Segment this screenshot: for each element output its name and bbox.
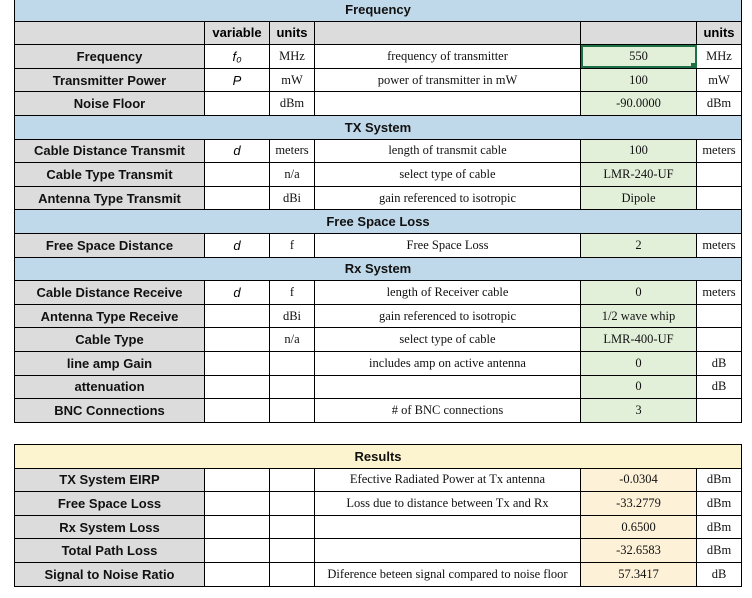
- description-cell[interactable]: [315, 92, 581, 116]
- section-header-row: [15, 210, 742, 234]
- description-cell[interactable]: power of transmitter in mW: [315, 68, 581, 92]
- value-input-cell[interactable]: 1/2 wave whip: [581, 304, 697, 328]
- description-cell[interactable]: length of transmit cable: [315, 139, 581, 163]
- table-row: [15, 304, 742, 328]
- value-input-cell[interactable]: 2: [581, 233, 697, 257]
- value-unit-cell[interactable]: dB: [697, 375, 742, 399]
- value-input-cell[interactable]: 100: [581, 139, 697, 163]
- row-label[interactable]: Cable Type Transmit: [15, 163, 205, 187]
- row-label[interactable]: attenuation: [15, 375, 205, 399]
- empty-cell[interactable]: [205, 515, 270, 539]
- table-row: [15, 399, 742, 423]
- section-title-tx-system[interactable]: TX System: [15, 115, 742, 139]
- value-unit-cell[interactable]: meters: [697, 233, 742, 257]
- unit-cell[interactable]: n/a: [270, 328, 315, 352]
- table-row: [15, 92, 742, 116]
- unit-cell[interactable]: dBm: [270, 92, 315, 116]
- header-variable[interactable]: variable: [205, 21, 270, 45]
- description-cell[interactable]: Free Space Loss: [315, 233, 581, 257]
- variable-cell[interactable]: d: [205, 139, 270, 163]
- description-cell[interactable]: gain referenced to isotropic: [315, 186, 581, 210]
- result-value[interactable]: 57.3417: [581, 562, 697, 586]
- table-row: [15, 45, 742, 69]
- result-value[interactable]: -33.2779: [581, 492, 697, 516]
- result-label[interactable]: Signal to Noise Ratio: [15, 562, 205, 586]
- value-input-cell[interactable]: 0: [581, 375, 697, 399]
- variable-cell[interactable]: [205, 163, 270, 187]
- row-label[interactable]: Antenna Type Transmit: [15, 186, 205, 210]
- fill-handle[interactable]: [691, 63, 697, 69]
- variable-cell[interactable]: [205, 375, 270, 399]
- section-header-row: [15, 257, 742, 281]
- value-unit-cell[interactable]: meters: [697, 281, 742, 305]
- section-header-row: [15, 115, 742, 139]
- empty-cell[interactable]: [270, 515, 315, 539]
- result-label[interactable]: TX System EIRP: [15, 468, 205, 492]
- table-row: [15, 163, 742, 187]
- empty-cell[interactable]: [205, 468, 270, 492]
- row-label[interactable]: Free Space Distance: [15, 233, 205, 257]
- variable-cell[interactable]: f₀: [205, 45, 270, 69]
- result-row: [15, 562, 742, 586]
- empty-cell[interactable]: [270, 562, 315, 586]
- unit-cell[interactable]: [270, 351, 315, 375]
- empty-cell[interactable]: [205, 492, 270, 516]
- description-cell[interactable]: includes amp on active antenna: [315, 351, 581, 375]
- description-cell[interactable]: length of Receiver cable: [315, 281, 581, 305]
- empty-cell[interactable]: [270, 492, 315, 516]
- value-input-cell[interactable]: LMR-240-UF: [581, 163, 697, 187]
- table-row: [15, 139, 742, 163]
- value-unit-cell[interactable]: [697, 304, 742, 328]
- row-label[interactable]: Cable Distance Transmit: [15, 139, 205, 163]
- result-description[interactable]: [315, 515, 581, 539]
- result-value[interactable]: -32.6583: [581, 539, 697, 563]
- result-row: [15, 539, 742, 563]
- result-description[interactable]: Loss due to distance between Tx and Rx: [315, 492, 581, 516]
- result-value[interactable]: 0.6500: [581, 515, 697, 539]
- result-description[interactable]: Diference beteen signal compared to noise floor: [315, 562, 581, 586]
- result-label[interactable]: Rx System Loss: [15, 515, 205, 539]
- section-header-row: [15, 0, 742, 21]
- variable-cell[interactable]: P: [205, 68, 270, 92]
- result-row: [15, 468, 742, 492]
- value-unit-cell[interactable]: [697, 163, 742, 187]
- result-label[interactable]: Free Space Loss: [15, 492, 205, 516]
- value-unit-cell[interactable]: [697, 399, 742, 423]
- empty-cell[interactable]: [270, 539, 315, 563]
- unit-cell[interactable]: n/a: [270, 163, 315, 187]
- value-input-cell[interactable]: Dipole: [581, 186, 697, 210]
- value-input-cell[interactable]: 0: [581, 351, 697, 375]
- table-row: [15, 68, 742, 92]
- value-unit-cell[interactable]: mW: [697, 68, 742, 92]
- section-title-rx-system[interactable]: Rx System: [15, 257, 742, 281]
- result-description[interactable]: Efective Radiated Power at Tx antenna: [315, 468, 581, 492]
- result-row: [15, 515, 742, 539]
- value-unit-cell[interactable]: [697, 328, 742, 352]
- section-title-results[interactable]: Results: [15, 445, 742, 469]
- unit-cell[interactable]: meters: [270, 139, 315, 163]
- row-label[interactable]: Frequency: [15, 45, 205, 69]
- unit-cell[interactable]: mW: [270, 68, 315, 92]
- unit-cell[interactable]: [270, 399, 315, 423]
- result-unit[interactable]: dBm: [697, 539, 742, 563]
- value-unit-cell[interactable]: dBm: [697, 92, 742, 116]
- variable-cell[interactable]: [205, 351, 270, 375]
- row-label[interactable]: Antenna Type Receive: [15, 304, 205, 328]
- description-cell[interactable]: select type of cable: [315, 163, 581, 187]
- value-input-cell[interactable]: 3: [581, 399, 697, 423]
- description-cell[interactable]: frequency of transmitter: [315, 45, 581, 69]
- header-cell-empty[interactable]: [15, 21, 205, 45]
- row-label[interactable]: Cable Type: [15, 328, 205, 352]
- unit-cell[interactable]: dBi: [270, 186, 315, 210]
- table-row: [15, 281, 742, 305]
- row-label[interactable]: Transmitter Power: [15, 68, 205, 92]
- value-input-cell[interactable]: [581, 45, 697, 69]
- unit-cell[interactable]: MHz: [270, 45, 315, 69]
- section-title-frequency[interactable]: Frequency: [15, 0, 742, 21]
- variable-cell[interactable]: [205, 328, 270, 352]
- variable-cell[interactable]: [205, 304, 270, 328]
- description-cell[interactable]: select type of cable: [315, 328, 581, 352]
- variable-cell[interactable]: d: [205, 281, 270, 305]
- column-header-row: [15, 21, 742, 45]
- header-units[interactable]: units: [270, 21, 315, 45]
- input-sheet: [14, 0, 742, 423]
- value-unit-cell[interactable]: MHz: [697, 45, 742, 69]
- empty-cell[interactable]: [270, 468, 315, 492]
- value-input-cell[interactable]: LMR-400-UF: [581, 328, 697, 352]
- result-label[interactable]: Total Path Loss: [15, 539, 205, 563]
- variable-cell[interactable]: d: [205, 233, 270, 257]
- value-unit-cell[interactable]: meters: [697, 139, 742, 163]
- value-text: 550: [629, 48, 648, 63]
- table-row: [15, 375, 742, 399]
- value-input-cell[interactable]: -90.0000: [581, 92, 697, 116]
- header-cell-empty[interactable]: [315, 21, 581, 45]
- row-label[interactable]: line amp Gain: [15, 351, 205, 375]
- variable-cell[interactable]: [205, 186, 270, 210]
- value-unit-cell[interactable]: dB: [697, 351, 742, 375]
- table-row: [15, 186, 742, 210]
- unit-cell[interactable]: [270, 375, 315, 399]
- table-row: [15, 351, 742, 375]
- value-unit-cell[interactable]: [697, 186, 742, 210]
- result-value[interactable]: -0.0304: [581, 468, 697, 492]
- result-unit[interactable]: dBm: [697, 468, 742, 492]
- table-row: [15, 233, 742, 257]
- variable-cell[interactable]: [205, 92, 270, 116]
- description-cell[interactable]: gain referenced to isotropic: [315, 304, 581, 328]
- result-unit[interactable]: dB: [697, 562, 742, 586]
- description-cell[interactable]: [315, 375, 581, 399]
- value-input-cell[interactable]: 100: [581, 68, 697, 92]
- empty-cell[interactable]: [205, 562, 270, 586]
- row-label[interactable]: Noise Floor: [15, 92, 205, 116]
- row-label[interactable]: Cable Distance Receive: [15, 281, 205, 305]
- unit-cell[interactable]: dBi: [270, 304, 315, 328]
- row-label[interactable]: BNC Connections: [15, 399, 205, 423]
- section-header-row: [15, 445, 742, 469]
- header-units-2[interactable]: units: [697, 21, 742, 45]
- unit-cell[interactable]: f: [270, 281, 315, 305]
- results-sheet: [14, 444, 742, 587]
- unit-cell[interactable]: f: [270, 233, 315, 257]
- value-input-cell[interactable]: 0: [581, 281, 697, 305]
- section-title-free-space-loss[interactable]: Free Space Loss: [15, 210, 742, 234]
- description-cell[interactable]: # of BNC connections: [315, 399, 581, 423]
- result-description[interactable]: [315, 539, 581, 563]
- header-cell-empty[interactable]: [581, 21, 697, 45]
- result-unit[interactable]: dBm: [697, 515, 742, 539]
- result-row: [15, 492, 742, 516]
- variable-cell[interactable]: [205, 399, 270, 423]
- result-unit[interactable]: dBm: [697, 492, 742, 516]
- empty-cell[interactable]: [205, 539, 270, 563]
- table-row: [15, 328, 742, 352]
